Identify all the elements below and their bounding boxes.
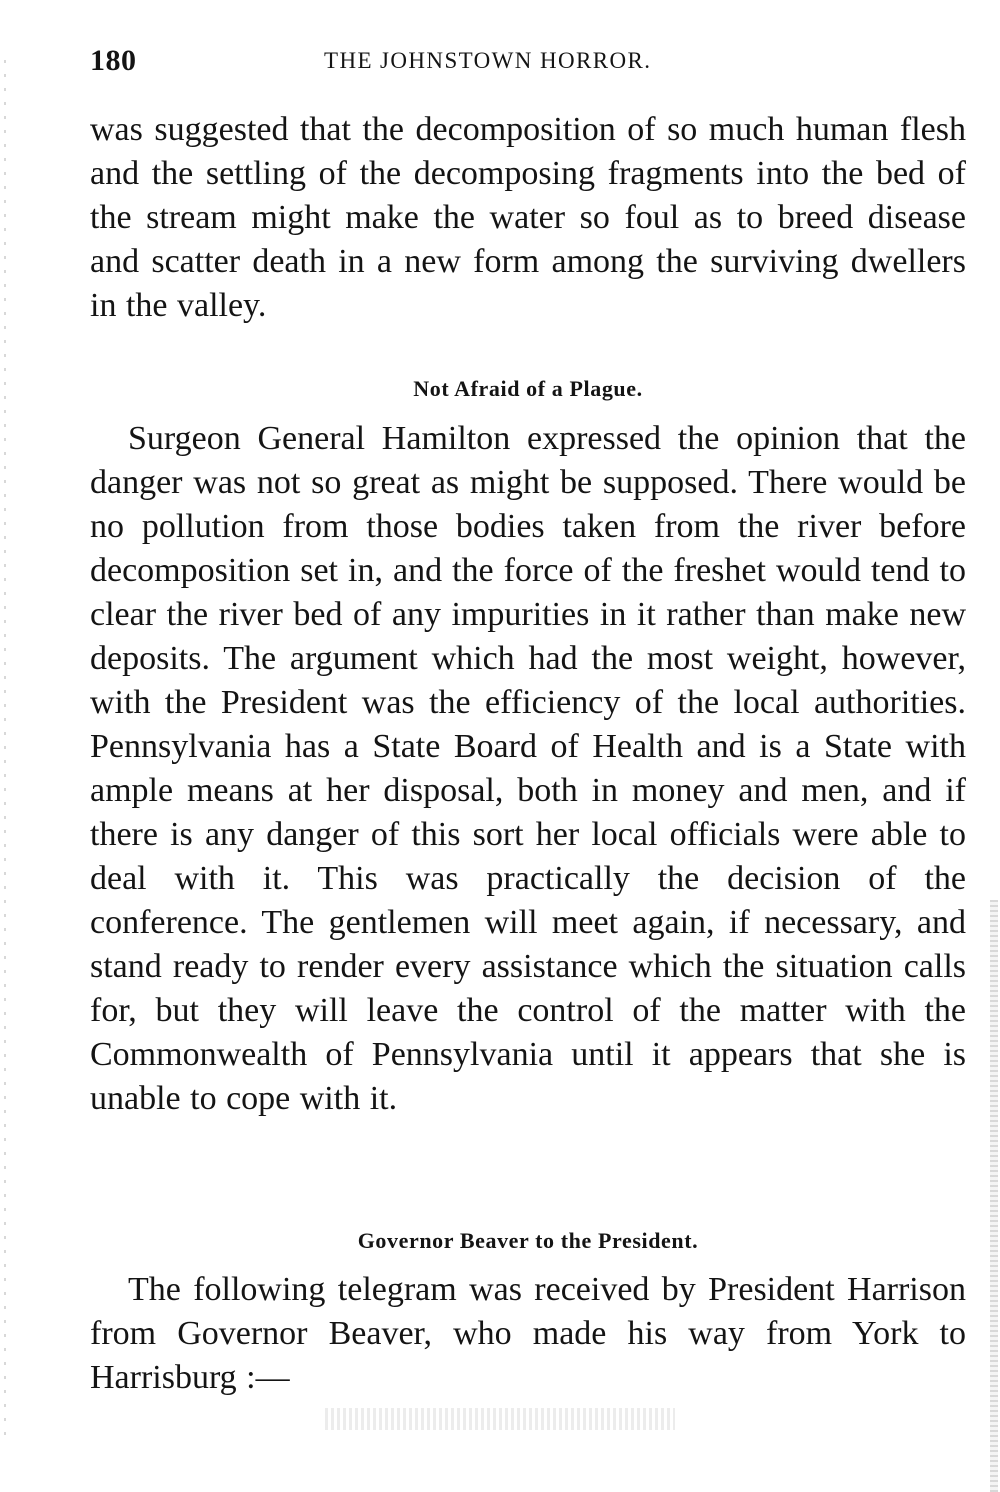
scan-edge-left (4, 60, 6, 1440)
faint-watermark-stamp (325, 1408, 675, 1430)
paragraph-telegram-intro (90, 1268, 966, 1400)
section-heading-governor: Governor Beaver to the President. (357, 1228, 699, 1253)
scan-edge-right (990, 900, 998, 1492)
paragraph-text: Surgeon General Hamilton expressed the opinion that the danger was not so great as might be supposed. There would be no pollution from those bodies taken from the river before decomposition set in, and the force of the freshet would tend to clear the river bed of any impurities in it rather than make new deposits. The argument which had the most weight, however, with the President was the efficiency of the local authorities. Pennsylvania has a State Board of Health and is a State with ample means at her disposal, both in money and men, and if there is any danger of this sort her local officials were able to deal with it. This was practically the decision of the conference. The gentlemen will meet again, if necessary, and stand ready to render every assistance which the situation calls for, but they will leave the control of the matter with the Commonwealth of Pennsylvania until it appears that she is unable to cope with it. (90, 420, 966, 1117)
paragraph-continuation (90, 108, 966, 328)
paragraph-text: was suggested that the decomposition of so much human flesh and the settling of the decomposing fragments into the bed of the stream might make the water so foul as to breed disease and scatter death in a new form among the surviving dwellers in the valley. (90, 111, 966, 324)
paragraph-surgeon-general (90, 417, 966, 1121)
running-title: THE JOHNSTOWN HORROR. (324, 48, 652, 73)
running-head (90, 44, 870, 84)
paragraph-text: The following telegram was received by President Harrison from Governor Beaver, who made his way from York to Harrisburg :— (90, 1271, 966, 1396)
page-number: 180 (90, 44, 137, 77)
section-heading-plague: Not Afraid of a Plague. (413, 376, 643, 401)
